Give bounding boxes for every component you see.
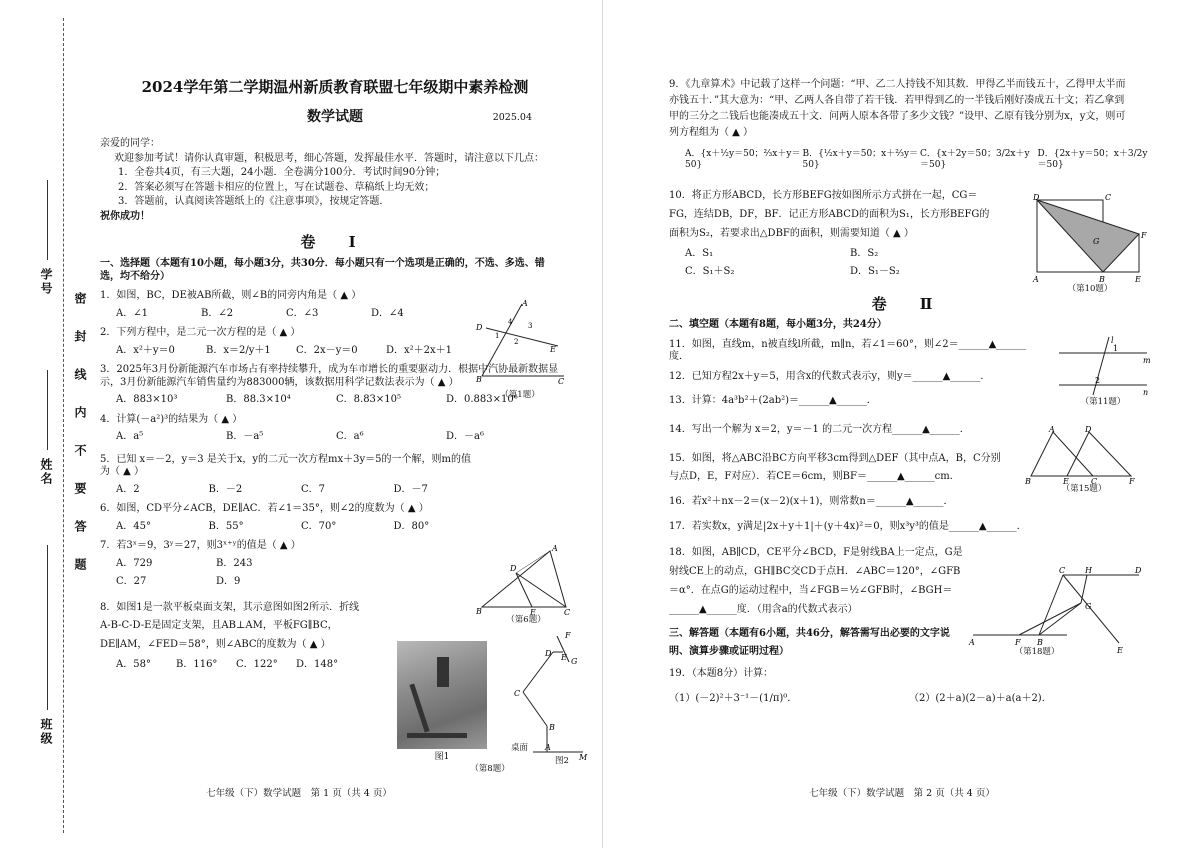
desk-label: 桌面 [511, 743, 529, 753]
svg-text:D: D [1135, 566, 1142, 575]
figure-q18-caption: （第18题） [1014, 647, 1060, 657]
svg-text:A: A [552, 545, 558, 553]
svg-text:B: B [476, 375, 482, 384]
question-19-parts [669, 693, 1149, 706]
svg-text:B: B [476, 607, 482, 615]
figure-q10-caption: （第10题） [1067, 284, 1113, 294]
seal-line [63, 18, 64, 833]
option-a: A．x²＋y＝0 [116, 344, 175, 356]
svg-text:H: H [1085, 566, 1092, 575]
svg-text:F: F [1141, 231, 1147, 240]
option-d: D．S₁－S₂ [850, 266, 900, 277]
exam-subtitle [100, 109, 570, 127]
wish-text: 祝你成功！ [100, 210, 150, 222]
option-d: D．－7 [393, 483, 428, 495]
svg-text:E: E [1063, 477, 1069, 484]
svg-text:D: D [1033, 194, 1040, 202]
option-d: D．9 [216, 576, 241, 587]
page-1-footer: 七年级（下）数学试题 第 1 页（共 4 页） [206, 788, 392, 800]
page-2-footer: 七年级（下）数学试题 第 2 页（共 4 页） [809, 788, 995, 800]
question-7: 7．若3ˣ＝9，3ʸ＝27，则3ˣ⁺ʸ的值是（ ▲ ） [100, 540, 301, 551]
question-7-options [100, 558, 316, 595]
exam-date: 2025.04 [492, 111, 532, 123]
option-a: A．45° [116, 520, 151, 532]
exam-page-2 [602, 0, 1200, 848]
option-d: D．{2x＋y＝50；x＋3/2y＝50} [1037, 149, 1148, 171]
question-5: 5．已知 x＝－2，y＝3 是关于x，y的二元一次方程mx＋3y＝5的一个解，则m的值为（ ▲ ） [100, 453, 472, 477]
svg-text:F: F [565, 631, 571, 640]
option-c: C．∠3 [286, 307, 319, 319]
figure-2-label: 图2 [555, 756, 569, 766]
seal-warning: 密封线内不要答题 [73, 292, 87, 596]
option-b: B．116° [176, 659, 218, 670]
svg-text:1: 1 [1113, 344, 1119, 353]
figure-q11-caption: （第11题） [1080, 397, 1126, 407]
volume-1-heading: 卷 Ⅰ [300, 233, 370, 252]
option-b: B．－a⁵ [226, 431, 264, 442]
svg-text:E: E [1117, 646, 1123, 655]
option-a: A．729 [116, 557, 153, 569]
option-b: B．55° [208, 520, 244, 532]
section-2-heading: 二、填空题（本题有8题，每小题3分，共24分） [669, 319, 887, 331]
question-18: 18．如图，AB∥CD，CE平分∠BCD，F是射线BA上一定点，G是射线CE上的动点，GH∥BC交CD于点H．∠ABC＝120°，∠GFB＝α°．在点G的运动过程中，当∠FGB＝½∠GFB时，∠BGH＝______▲______度．（用含a的代数式表示） [669, 547, 963, 616]
option-d: D．0.883×10⁶ [446, 394, 518, 405]
svg-text:D: D [510, 564, 517, 573]
question-3: 3．2025年3月份新能源汽车市场占有率持续攀升，成为车市增长的重要驱动力．根据中汽协最新数据显示，3月份新能源汽车销售量约为883000辆，该数据用科学记数法表示为（ ▲ ） [100, 364, 559, 388]
figure-q8-caption: （第8题） [470, 764, 510, 774]
option-c: C．S₁＋S₂ [685, 266, 735, 277]
question-10: 10．将正方形ABCD，长方形BEFG按如图所示方式拼在一起，CG＝FG，连结DB，DF，BF．记正方形ABCD的面积为S₁，长方形BEFG的面积为S₂，若要求出△DBF的面积，则需要知道（ ▲ ） [669, 189, 990, 239]
student-name-label: 姓名 [39, 458, 53, 486]
option-b: B．{½x＋y＝50；x＋⅔y＝50} [802, 149, 919, 171]
svg-text:D: D [545, 649, 552, 658]
volume-2-heading: 卷 Ⅱ [871, 294, 947, 313]
question-16: 16．若x²＋nx－2＝(x－2)(x＋1)，则常数n＝______▲______． [669, 496, 954, 508]
svg-text:F: F [1015, 638, 1021, 647]
greeting: 亲爱的同学： [100, 138, 160, 150]
figure-q6-caption: （第6题） [506, 615, 546, 625]
option-c: C．8.83×10⁵ [336, 394, 402, 405]
option-b: B．S₂ [850, 247, 879, 259]
question-9-options [669, 149, 1155, 172]
figure-q6 [476, 545, 576, 626]
question-2-options [100, 345, 476, 358]
student-number-line [47, 180, 48, 260]
option-b: B．x＝2/y＋1 [206, 344, 271, 356]
question-4: 4．计算(－a²)³的结果为（ ▲ ） [100, 413, 243, 425]
option-c: C．7 [301, 483, 326, 495]
note-2: 2．答案必须写在答题卡相应的位置上，写在试题卷、草稿纸上均无效； [118, 181, 435, 193]
svg-text:G: G [1093, 237, 1100, 246]
question-9: 9．《九章算术》中记载了这样一个问题：“甲、乙二人持钱不知其数．甲得乙半而钱五十，乙得甲太半而亦钱五十．”其大意为：“甲、乙两人各自带了若干钱．若甲得到乙的一半钱后刚好凑成五十文；若乙拿到甲的三分之二钱后也能凑成五十文．问两人原本各带了多少文钱？”设甲、乙原有钱分别为x，y文，则可列方程组为（ ▲ ） [669, 79, 1126, 138]
question-15: 15．如图，将△ABC沿BC方向平移3cm得到△DEF（其中点A，B，C分别与点D，E，F对应）．若CE＝6cm，则BF＝______▲______cm． [669, 453, 1001, 483]
svg-text:C: C [564, 608, 571, 615]
question-13: 13．计算：4a³b²＋(2ab²)＝______▲______． [669, 395, 877, 407]
svg-text:F: F [1129, 477, 1135, 484]
exam-title: 2024学年第二学期温州新质教育联盟七年级期中素养检测 [141, 78, 529, 96]
figure-q1-caption: （第1题） [500, 390, 540, 400]
svg-text:G: G [571, 657, 578, 666]
photo-caption: 图1 [434, 752, 450, 762]
svg-text:B: B [1037, 638, 1043, 647]
option-b: B．88.3×10⁴ [226, 394, 291, 405]
option-c: C．a⁶ [336, 431, 364, 442]
option-d: D．∠4 [371, 307, 404, 319]
note-3: 3．答题前，认真阅读答题纸上的《注意事项》，按规定答题． [118, 196, 390, 208]
svg-text:E: E [1135, 275, 1141, 284]
class-line [47, 545, 48, 710]
question-17: 17．若实数x，y满足|2x＋y＋1|＋(y＋4x)²＝0，则x³y³的值是______▲______． [669, 520, 1027, 532]
figure-q15 [1023, 424, 1145, 495]
option-d: D．148° [296, 659, 339, 670]
svg-text:2: 2 [1095, 376, 1101, 385]
svg-text:D: D [1085, 425, 1092, 434]
option-c: C．2x－y＝0 [296, 344, 358, 356]
svg-text:C: C [1091, 477, 1098, 484]
option-a: A．∠1 [116, 307, 148, 319]
question-1: 1．如图，BC，DE被AB所截，则∠B的同旁内角是（ ▲ ） [100, 290, 362, 301]
class-label: 班级 [39, 718, 53, 746]
svg-text:3: 3 [528, 322, 533, 330]
question-6-options [100, 521, 486, 534]
note-1: 1．全卷共4页，有三大题，24小题．全卷满分100分．考试时间90分钟； [118, 167, 446, 179]
option-c: C．{x＋2y＝50；3/2x＋y＝50} [920, 149, 1030, 171]
option-a: A．S₁ [685, 247, 714, 259]
svg-text:G: G [1085, 602, 1092, 611]
subject-title: 数学试题 [307, 108, 363, 125]
tablet-stand-photo [397, 641, 487, 749]
question-11: 11．如图，直线m，n被直线l所截，m∥n，若∠1＝60°，则∠2＝______▲______度． [669, 338, 1027, 363]
question-8-line-1: 8．如图1是一款平板桌面支架，其示意图如图2所示．折线 [100, 601, 360, 613]
option-a: A．58° [116, 659, 151, 670]
svg-text:C: C [1059, 566, 1066, 575]
question-12: 12．已知方程2x＋y＝5，用含x的代数式表示y，则y＝______▲______． [669, 370, 991, 382]
option-a: A．a⁵ [116, 431, 144, 442]
binding-margin [0, 0, 92, 848]
svg-text:E: E [550, 345, 556, 354]
question-19-part-1: （1）(－2)²＋3⁻¹－(1/π)⁰． [669, 692, 798, 704]
question-8-line-3: DE∥AM，∠FED＝58°，则∠ABC的度数为（ ▲ ） [100, 638, 331, 650]
question-14: 14．写出一个解为 x＝2，y＝－1 的二元一次方程______▲______． [669, 423, 970, 435]
svg-text:4: 4 [508, 318, 513, 326]
question-5-options [100, 484, 486, 497]
svg-text:1: 1 [495, 332, 500, 340]
svg-text:l: l [1111, 336, 1114, 345]
question-2: 2．下列方程中，是二元一次方程的是（ ▲ ） [100, 327, 301, 338]
svg-text:C: C [514, 689, 521, 698]
option-a: A．883×10³ [116, 394, 178, 405]
svg-text:2: 2 [514, 338, 519, 346]
student-name-line [47, 370, 48, 450]
svg-text:A: A [545, 743, 551, 752]
figure-q18 [967, 563, 1147, 655]
option-b: B．243 [216, 557, 253, 569]
figure-q8 [505, 630, 590, 770]
figure-q1 [470, 300, 570, 401]
svg-text:A: A [969, 638, 975, 647]
question-8-options [100, 659, 356, 672]
option-d: D．80° [393, 520, 430, 532]
figure-q11 [1053, 335, 1153, 408]
intro-text: 欢迎参加考试！请你认真审题，积极思考，细心答题，发挥最佳水平．答题时，请注意以下几点： [114, 152, 544, 164]
question-19-part-2: （2）(2＋a)(2－a)＋a(a＋2)． [909, 692, 1052, 704]
svg-text:E: E [530, 608, 536, 615]
svg-text:m: m [1143, 356, 1151, 365]
svg-text:B: B [1025, 477, 1031, 484]
svg-text:M: M [579, 753, 588, 762]
option-c: C．122° [236, 659, 278, 670]
svg-text:E: E [561, 653, 567, 662]
svg-text:A: A [1033, 275, 1039, 284]
option-b: B．∠2 [201, 307, 234, 319]
figure-q10 [1031, 194, 1149, 295]
svg-text:A: A [1049, 425, 1055, 434]
figure-q15-caption: （第15题） [1061, 484, 1107, 494]
section-3-heading: 三、解答题（本题有6小题，共46分，解答需写出必要的文字说明、演算步骤或证明过程） [669, 628, 950, 658]
svg-text:A: A [522, 300, 528, 308]
exam-page-1 [0, 0, 598, 848]
option-a: A．2 [116, 483, 140, 495]
svg-text:B: B [549, 723, 555, 732]
option-c: C．70° [301, 520, 337, 532]
question-19: 19．（本题8分）计算： [669, 668, 774, 680]
question-1-options [100, 308, 456, 321]
svg-text:n: n [1143, 388, 1149, 397]
svg-text:C: C [1105, 194, 1112, 202]
section-1-heading: 一、选择题（本题有10小题，每小题3分，共30分．每小题只有一个选项是正确的，不选、多选、错选，均不给分） [100, 258, 545, 282]
question-8-line-2: A-B-C-D-E是固定支架，且AB⊥AM，平板FG∥BC， [100, 620, 338, 631]
option-d: D．x²＋2x＋1 [386, 344, 453, 356]
question-10-options [669, 248, 1015, 285]
option-d: D．－a⁶ [446, 431, 484, 442]
question-6: 6．如图，CD平分∠ACB，DE∥AC．若∠1＝35°，则∠2的度数为（ ▲ ） [100, 503, 429, 514]
option-b: B．－2 [208, 483, 243, 495]
question-4-options [100, 431, 556, 444]
option-c: C．27 [116, 576, 147, 587]
svg-text:C: C [558, 377, 565, 386]
svg-text:B: B [1099, 275, 1105, 284]
student-number-label: 学号 [39, 268, 53, 296]
svg-text:D: D [476, 323, 483, 332]
option-a: A．{x＋½y＝50；⅔x＋y＝50} [685, 149, 801, 171]
